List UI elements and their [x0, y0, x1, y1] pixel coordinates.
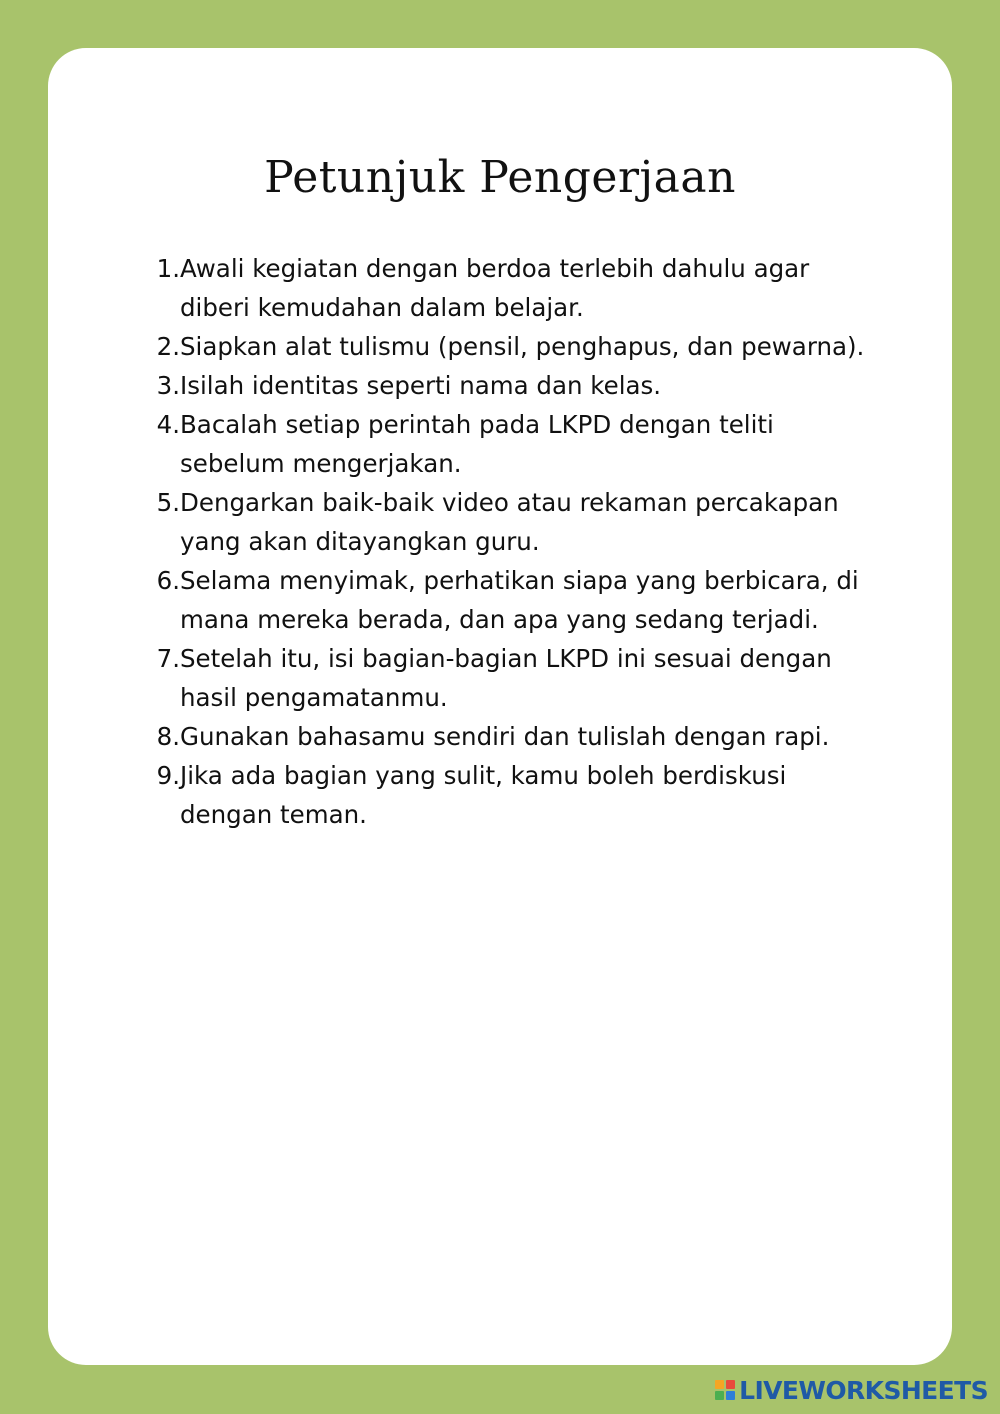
- instruction-list: [150, 249, 870, 834]
- step-text: Dengarkan baik-baik video atau rekaman percakapan yang akan ditayangkan guru.: [180, 488, 839, 556]
- step-number: 7.: [156, 644, 180, 673]
- instruction-item: [150, 366, 870, 405]
- instruction-item: [150, 639, 870, 717]
- liveworksheets-brand-link[interactable]: [715, 1373, 988, 1407]
- brand-name: LIVEWORKSHEETS: [739, 1375, 988, 1405]
- step-number: 8.: [156, 722, 180, 751]
- logo-square: [715, 1391, 724, 1400]
- step-text: Selama menyimak, perhatikan siapa yang berbicara, di mana mereka berada, dan apa yang sedang terjadi.: [180, 566, 859, 634]
- instruction-item: [150, 561, 870, 639]
- page-title: Petunjuk Pengerjaan: [264, 152, 736, 203]
- instruction-item: [150, 756, 870, 834]
- liveworksheets-logo-icon: [715, 1380, 735, 1400]
- step-number: 1.: [156, 254, 180, 283]
- instruction-item: [150, 405, 870, 483]
- step-text: Jika ada bagian yang sulit, kamu boleh berdiskusi dengan teman.: [180, 761, 787, 829]
- instruction-item: [150, 327, 870, 366]
- step-number: 4.: [156, 410, 180, 439]
- step-number: 9.: [156, 761, 180, 790]
- logo-square: [726, 1391, 735, 1400]
- step-text: Setelah itu, isi bagian-bagian LKPD ini sesuai dengan hasil pengamatanmu.: [180, 644, 832, 712]
- instruction-item: [150, 717, 870, 756]
- step-text: Bacalah setiap perintah pada LKPD dengan teliti sebelum mengerjakan.: [180, 410, 774, 478]
- step-number: 2.: [156, 332, 180, 361]
- instruction-item: [150, 483, 870, 561]
- step-text: Gunakan bahasamu sendiri dan tulislah dengan rapi.: [180, 722, 830, 751]
- step-number: 6.: [156, 566, 180, 595]
- logo-square: [726, 1380, 735, 1389]
- step-text: Isilah identitas seperti nama dan kelas.: [180, 371, 662, 400]
- logo-square: [715, 1380, 724, 1389]
- step-number: 5.: [156, 488, 180, 517]
- step-text: Awali kegiatan dengan berdoa terlebih dahulu agar diberi kemudahan dalam belajar.: [180, 254, 810, 322]
- step-number: 3.: [156, 371, 180, 400]
- instruction-item: [150, 249, 870, 327]
- step-text: Siapkan alat tulismu (pensil, penghapus, dan pewarna).: [180, 332, 865, 361]
